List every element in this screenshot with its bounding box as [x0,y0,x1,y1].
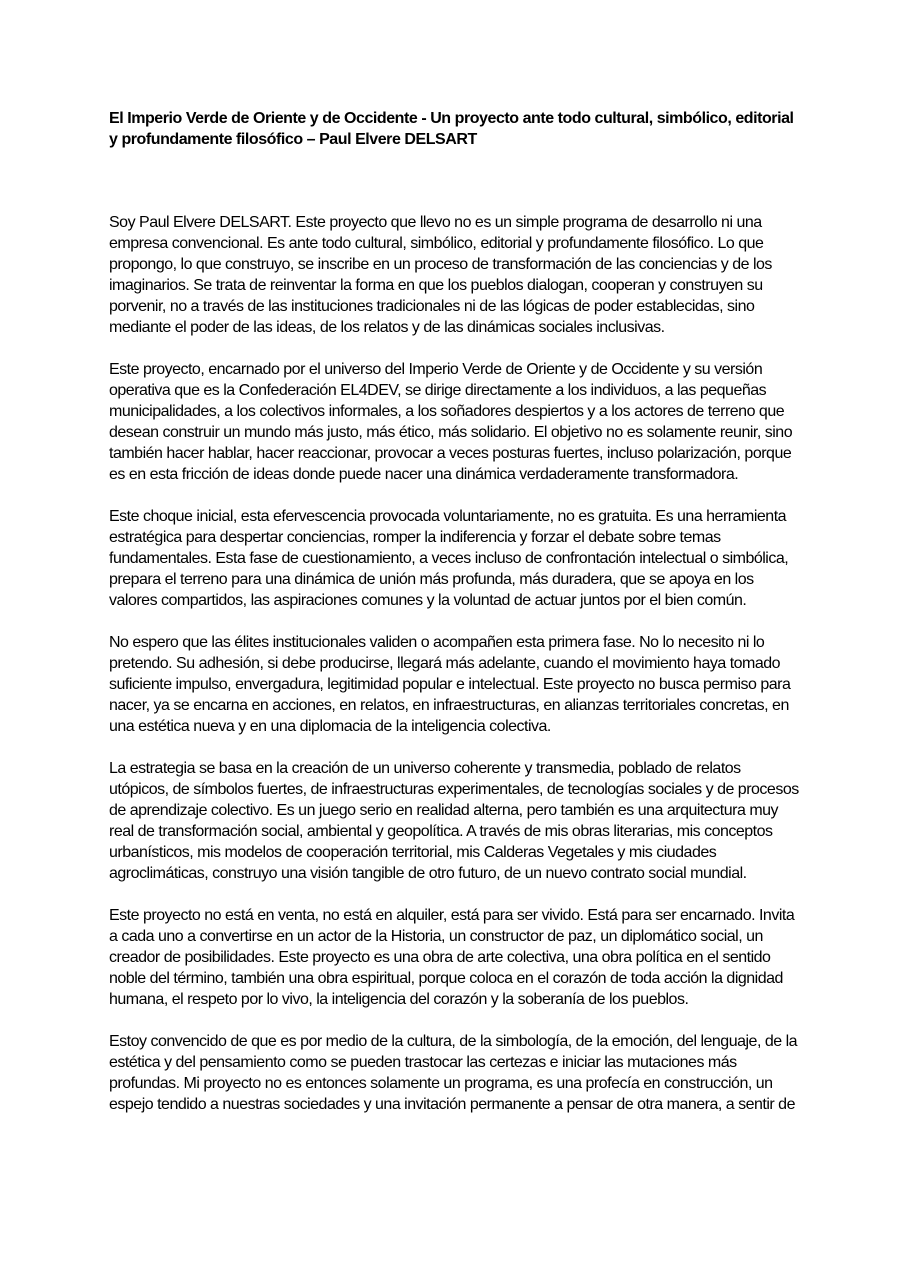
paragraph-3: Este choque inicial, esta efervescencia provocada voluntariamente, no es gratuita. Es una herramienta estratégica para despertar conciencias, romper la indiferencia y forzar el debate sobre temas fundamentales. Esta fase de cuestionamiento, a veces incluso de confrontación intelectual o simbólica, prepara el terreno para una dinámica de unión más profunda, más duradera, que se apoya en los valores compartidos, las aspiraciones comunes y la voluntad de actuar juntos por el bien común. [109,508,789,609]
paragraph-5: La estrategia se basa en la creación de un universo coherente y transmedia, poblado de relatos utópicos, de símbolos fuertes, de infraestructuras experimentales, de tecnologías sociales y de procesos de aprendizaje colectivo. Es un juego serio en realidad alterna, pero también es una arquitectura muy real de transformación social, ambiental y geopolítica. A través de mis obras literarias, mis conceptos urbanísticos, mis modelos de cooperación territorial, mis Calderas Vegetales y mis ciudades agroclimáticas, construyo una visión tangible de otro futuro, de un nuevo contrato social mundial. [109,760,799,882]
paragraph-1: Soy Paul Elvere DELSART. Este proyecto que llevo no es un simple programa de desarrollo ni una empresa convencional. Es ante todo cultural, simbólico, editorial y profundamente filosófico. Lo que propongo, lo que construyo, se inscribe en un proceso de transformación de las conciencias y de los imaginarios. Se trata de reinventar la forma en que los pueblos dialogan, cooperan y construyen su porvenir, no a través de las instituciones tradicionales ni de las lógicas de poder establecidas, sino mediante el poder de las ideas, de los relatos y de las dinámicas sociales inclusivas. [109,214,772,336]
paragraph-7: Estoy convencido de que es por medio de la cultura, de la simbología, de la emoción, del lenguaje, de la estética y del pensamiento como se pueden trastocar las certezas e iniciar las mutaciones más profundas. Mi proyecto no es entonces solamente un programa, es una profecía en construcción, un espejo tendido a nuestras sociedades y una invitación permanente a pensar de otra manera, a sentir de [109,1033,798,1113]
paragraph-4: No espero que las élites institucionales validen o acompañen esta primera fase. No lo necesito ni lo pretendo. Su adhesión, si debe producirse, llegará más adelante, cuando el movimiento haya tomado suficiente impulso, envergadura, legitimidad popular e intelectual. Este proyecto no busca permiso para nacer, ya se encarna en acciones, en relatos, en infraestructuras, en alianzas territoriales concretas, en una estética nueva y en una diplomacia de la inteligencia colectiva. [109,634,791,735]
document-body [109,212,799,1136]
paragraph-2: Este proyecto, encarnado por el universo del Imperio Verde de Oriente y de Occidente y su versión operativa que es la Confederación EL4DEV, se dirige directamente a los individuos, a las pequeñas municipalidades, a los colectivos informales, a los soñadores despiertos y a los actores de terreno que desean construir un mundo más justo, más ético, más solidario. El objetivo no es solamente reunir, sino también hacer hablar, hacer reaccionar, provocar a veces posturas fuertes, incluso polarización, porque es en esta fricción de ideas donde puede nacer una dinámica verdaderamente transformadora. [109,361,793,483]
paragraph-6: Este proyecto no está en venta, no está en alquiler, está para ser vivido. Está para ser encarnado. Invita a cada uno a convertirse en un actor de la Historia, un constructor de paz, un diplomático social, un creador de posibilidades. Este proyecto es una obra de arte colectiva, una obra política en el sentido noble del término, también una obra espiritual, porque coloca en el corazón de toda acción la dignidad humana, el respeto por lo vivo, la inteligencia del corazón y la soberanía de los pueblos. [109,907,795,1008]
document-title: El Imperio Verde de Oriente y de Occidente - Un proyecto ante todo cultural, simbólico, editorial y profundamente filosófico – Paul Elvere DELSART [109,110,794,148]
